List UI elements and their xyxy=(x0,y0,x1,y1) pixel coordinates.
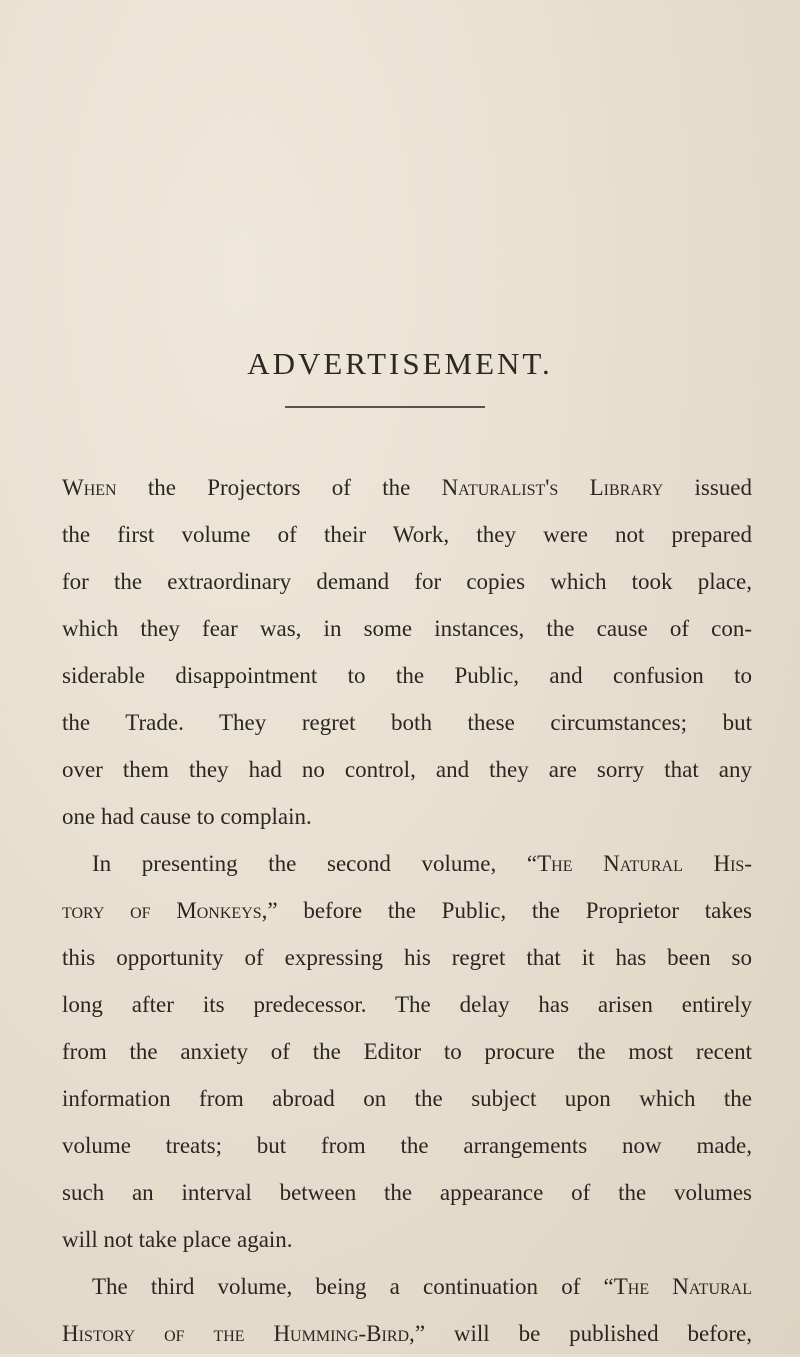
text-line: siderable disappointment to the Public, and confusion to xyxy=(62,663,752,688)
text-line: The third volume, being a continuation of “The Natural xyxy=(92,1274,752,1299)
text-line: which they fear was, in some instances, the cause of con- xyxy=(62,616,752,641)
text-line: When the Projectors of the Naturalist's Library issued xyxy=(62,475,752,500)
text-line: from the anxiety of the Editor to procure the most recent xyxy=(62,1039,752,1064)
paragraph-1 xyxy=(62,464,752,840)
text-line: volume treats; but from the arrangements now made, xyxy=(62,1133,752,1158)
text-line: the first volume of their Work, they were not prepared xyxy=(62,522,752,547)
title-divider xyxy=(285,406,485,408)
text-line: long after its predecessor. The delay has arisen entirely xyxy=(62,992,752,1017)
text-line: the Trade. They regret both these circumstances; but xyxy=(62,710,752,735)
text-line: for the extraordinary demand for copies which took place, xyxy=(62,569,752,594)
text-line: this opportunity of expressing his regret that it has been so xyxy=(62,945,752,970)
text-line: History of the Humming-Bird,” will be published before, xyxy=(62,1321,752,1346)
text-line: over them they had no control, and they are sorry that any xyxy=(62,757,752,782)
text-line: tory of Monkeys,” before the Public, the Proprietor takes xyxy=(62,898,752,923)
text-line: In presenting the second volume, “The Natural His- xyxy=(92,851,752,876)
text-line: such an interval between the appearance of the volumes xyxy=(62,1180,752,1205)
text-line: information from abroad on the subject upon which the xyxy=(62,1086,752,1111)
paragraph-3 xyxy=(62,1263,752,1357)
text-line: one had cause to complain. xyxy=(62,804,312,829)
page-title: ADVERTISEMENT. xyxy=(247,346,553,381)
text-line: will not take place again. xyxy=(62,1227,293,1252)
paragraph-2 xyxy=(62,840,752,1263)
advertisement-body xyxy=(62,464,752,1357)
